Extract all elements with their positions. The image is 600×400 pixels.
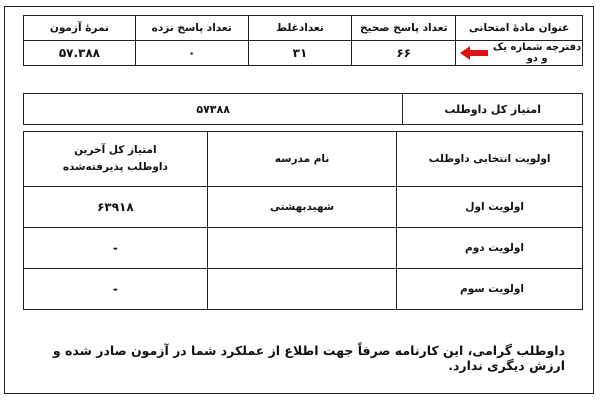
priority-label: اولویت اول <box>397 187 583 228</box>
subject-cell <box>456 41 583 66</box>
arrow-left-icon <box>460 46 488 60</box>
priority-label: اولویت سوم <box>397 269 583 310</box>
exam-scores-table <box>23 15 583 66</box>
header-subject: عنوان مادهٔ امتحانی <box>456 16 583 41</box>
unanswered-value: ۰ <box>135 41 248 66</box>
header-last-score-text: امتیاز کل آخرین داوطلب پذیرفته‌شده <box>62 144 168 173</box>
priority-label: اولویت دوم <box>397 228 583 269</box>
school-name <box>207 269 397 310</box>
choices-header-row <box>24 132 583 187</box>
header-correct: تعداد پاسخ صحیح <box>352 16 456 41</box>
table-row <box>24 228 583 269</box>
exam-scores-header-row <box>24 16 583 41</box>
disclaimer-note: داوطلب گرامی، این کارنامه صرفاً جهت اطلاع از عملکرد شما در آزمون صادر شده و ارزش دیگری ندارد. <box>52 343 565 373</box>
total-score-table <box>23 93 583 125</box>
last-score: ۶۳۹۱۸ <box>24 187 208 228</box>
header-exam-score: نمرهٔ آزمون <box>24 16 136 41</box>
school-name: شهیدبهشتی <box>207 187 397 228</box>
table-row <box>24 269 583 310</box>
header-priority: اولویت انتخابی داوطلب <box>397 132 583 187</box>
header-wrong: تعدادغلط <box>248 16 352 41</box>
exam-scores-value-row <box>24 41 583 66</box>
correct-value: ۶۶ <box>352 41 456 66</box>
exam-score-value: ۵۷.۳۸۸ <box>24 41 136 66</box>
total-score-label: امتیاز کل داوطلب <box>403 94 583 125</box>
total-score-value: ۵۷۳۸۸ <box>24 94 403 125</box>
school-name <box>207 228 397 269</box>
header-school: نام مدرسه <box>207 132 397 187</box>
wrong-value: ۳۱ <box>248 41 352 66</box>
header-last-score <box>24 132 208 187</box>
table-row <box>24 187 583 228</box>
report-card-frame <box>4 6 594 394</box>
last-score: - <box>24 228 208 269</box>
last-score: - <box>24 269 208 310</box>
school-choices-table <box>23 131 583 310</box>
header-unanswered: تعداد پاسخ نزده <box>135 16 248 41</box>
subject-value: دفترچه شماره یک و دو <box>493 42 582 64</box>
